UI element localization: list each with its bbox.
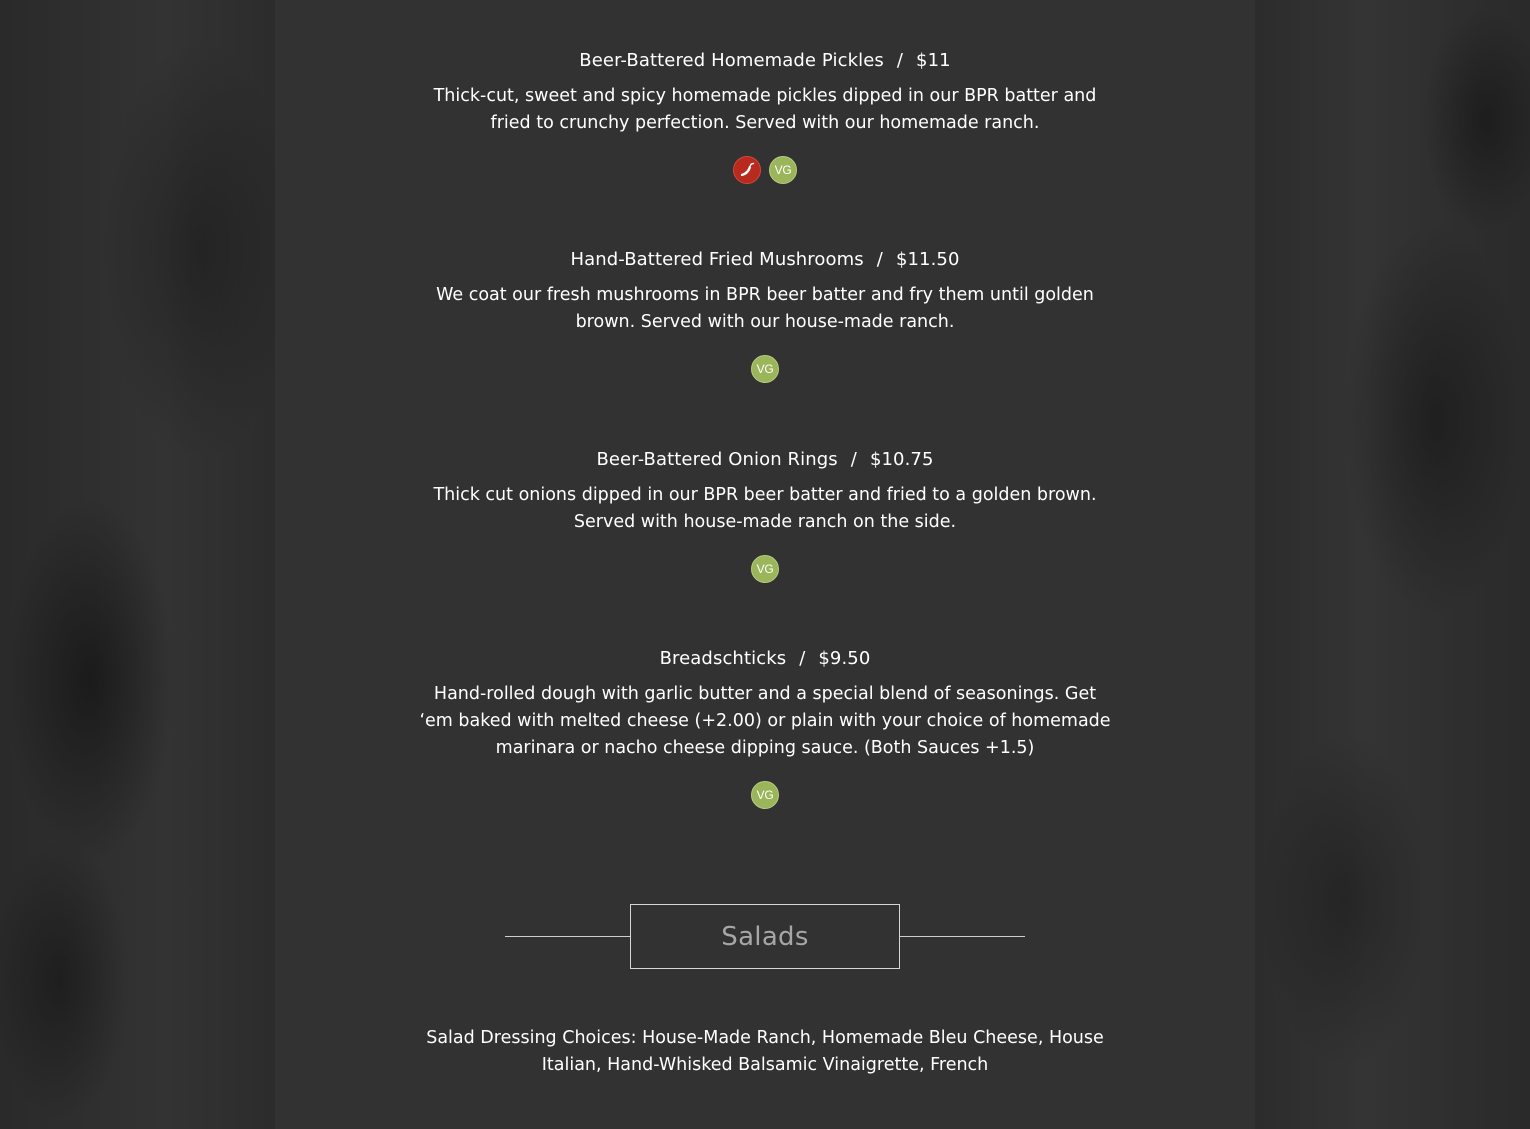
menu-item-description: Thick-cut, sweet and spicy homemade pickles dipped in our BPR batter and fried to crunchy perfection. Served with our homemade ranch. (433, 86, 1097, 133)
menu-item-name: Beer-Battered Onion Rings (596, 449, 838, 470)
chili-pepper-icon (733, 156, 761, 184)
divider-line-left (505, 936, 630, 937)
dietary-badges (415, 156, 1115, 184)
menu-item-name: Hand-Battered Fried Mushrooms (570, 249, 864, 270)
vegetarian-badge: VG (769, 156, 797, 184)
menu-item-description: Hand-rolled dough with garlic butter and a special blend of seasonings. Get ‘em baked with melted cheese (+2.00) or plain with your choice of homemade marinara or nacho cheese dipping sauce. (Both Sauces +1.5) (419, 684, 1111, 758)
menu-item-title (415, 446, 1115, 474)
vegetarian-badge: VG (751, 555, 779, 583)
menu-item-price: $10.75 (869, 449, 934, 470)
price-separator: / (850, 449, 857, 470)
menu-item-name: Beer-Battered Homemade Pickles (579, 50, 884, 71)
menu-item-price: $11.50 (895, 249, 960, 270)
dietary-badges (415, 355, 1115, 383)
dietary-badges (415, 555, 1115, 583)
menu-item-title (415, 645, 1115, 673)
chili-pepper-icon-glyph (738, 161, 756, 179)
price-separator: / (876, 249, 883, 270)
menu-item-title (415, 246, 1115, 274)
price-separator: / (799, 648, 806, 669)
menu-item-title (415, 47, 1115, 75)
divider-line-right (900, 936, 1025, 937)
menu-item-name: Breadschticks (659, 648, 787, 669)
price-separator: / (896, 50, 904, 71)
menu-item (415, 645, 1115, 809)
salad-dressing-note: Salad Dressing Choices: House-Made Ranch, Homemade Bleu Cheese, House Italian, Hand-Whisked Balsamic Vinaigrette, French (426, 1028, 1104, 1075)
menu-item (415, 47, 1115, 184)
section-heading-salads (505, 904, 1025, 969)
dietary-badges (415, 781, 1115, 809)
vegetarian-badge: VG (751, 355, 779, 383)
menu-item (415, 246, 1115, 383)
menu-item-price: $11 (916, 50, 951, 71)
vegetarian-badge: VG (751, 781, 779, 809)
menu-item-price: $9.50 (818, 648, 871, 669)
section-heading-box (630, 904, 900, 969)
background-texture-right (1255, 0, 1530, 1129)
menu-item-description: Thick cut onions dipped in our BPR beer batter and fried to a golden brown. Served with house-made ranch on the side. (433, 485, 1097, 532)
background-texture-left (0, 0, 275, 1129)
menu-panel (275, 0, 1255, 1129)
menu-item (415, 446, 1115, 583)
section-heading-label: Salads (721, 921, 809, 952)
menu-item-description: We coat our fresh mushrooms in BPR beer batter and fry them until golden brown. Served with our house-made ranch. (436, 285, 1094, 332)
